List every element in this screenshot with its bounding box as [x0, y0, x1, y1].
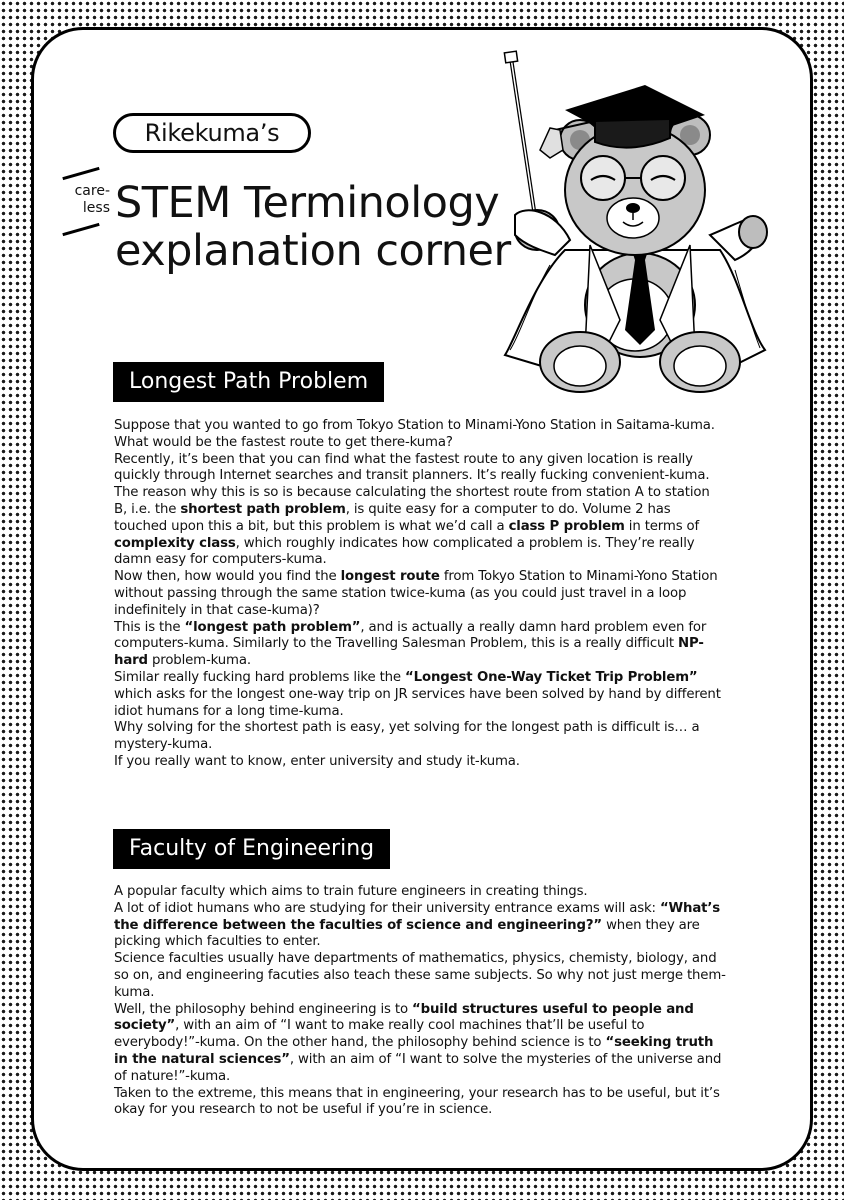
text-run: which asks for the longest one-way trip on JR services have been solved by hand by different idiot humans for a long time-kuma.: [114, 686, 721, 719]
text-run: Science faculties usually have departments of mathematics, physics, chemisty, biology, and so on, and engineering facuties also teach these same subjects. So why not just merge them-kuma.: [114, 951, 726, 1000]
section-body-longest-path: [114, 418, 726, 771]
bold-term: “Longest One-Way Ticket Trip Problem”: [405, 669, 698, 685]
body-paragraph: [114, 485, 726, 569]
bold-term: “What’s the difference between the faculties of science and engineering?”: [114, 900, 721, 933]
page-title-line-1: STEM Terminology: [115, 178, 500, 228]
text-run: Recently, it’s been that you can find what the fastest route to any given location is really quickly through Internet searches and transit planners. It’s really fucking convenient-kuma.: [114, 451, 710, 484]
body-paragraph: [114, 754, 726, 771]
bold-term: shortest path problem: [180, 501, 346, 517]
text-run: A popular faculty which aims to train future engineers in creating things.: [114, 884, 588, 899]
text-run: Now then, how would you find the: [114, 569, 341, 585]
body-paragraph: [114, 901, 726, 951]
page-title-line-2: explanation corner: [115, 226, 511, 276]
body-paragraph: [114, 884, 726, 901]
body-paragraph: [114, 1002, 726, 1086]
series-title-label: Rikekuma’s: [144, 119, 280, 147]
text-run: Similar really fucking hard problems like the: [114, 669, 406, 685]
bold-term: “longest path problem”: [184, 619, 361, 635]
bold-term: “build structures useful to people and society”: [114, 1001, 694, 1034]
text-run: , and is actually a really damn hard problem even for computers-kuma. Similarly to the Travelling Salesman Problem, this is a really difficult: [114, 619, 707, 652]
text-run: problem-kuma.: [147, 653, 251, 669]
body-paragraph: [114, 418, 726, 452]
bold-term: class P problem: [508, 518, 625, 534]
careless-label: [58, 183, 110, 217]
body-paragraph: [114, 569, 726, 619]
text-run: This is the: [114, 619, 185, 635]
text-run: If you really want to know, enter university and study it-kuma.: [114, 753, 520, 769]
text-run: when they are picking which faculties to enter.: [114, 917, 700, 950]
bold-term: longest route: [340, 569, 440, 585]
text-run: in terms of: [624, 518, 700, 534]
text-run: , which roughly indicates how complicated a problem is. They’re really damn easy for computers-kuma.: [114, 535, 695, 568]
text-run: The reason why this is so is because calculating the shortest route from station A to station B, i.e. the: [114, 485, 710, 517]
body-paragraph: [114, 951, 726, 1001]
body-paragraph: [114, 720, 726, 754]
careless-label-bottom: less: [82, 200, 110, 216]
section-heading-faculty-engineering: Faculty of Engineering: [113, 829, 390, 869]
bold-term: NP-hard: [114, 636, 704, 669]
body-paragraph: [114, 620, 726, 670]
text-run: Taken to the extreme, this means that in engineering, your research has to be useful, but it’s okay for you research to not be useful if you’re in science.: [114, 1085, 720, 1118]
bold-term: “seeking truth in the natural sciences”: [114, 1035, 714, 1067]
text-run: Why solving for the shortest path is easy, yet solving for the longest path is difficult is… a mystery-kuma.: [114, 720, 700, 753]
body-paragraph: [114, 670, 726, 720]
text-run: Well, the philosophy behind engineering is to: [114, 1001, 413, 1017]
body-paragraph: [114, 452, 726, 486]
series-title-badge: [113, 113, 311, 153]
text-run: , is quite easy for a computer to do. Volume 2 has touched upon this a bit, but this problem is what we’d call a: [114, 501, 671, 534]
body-paragraph: [114, 1086, 726, 1120]
text-run: from Tokyo Station to Minami-Yono Station without passing through the same station twice-kuma (as you could just travel in a loop indefinitely in that case-kuma)?: [114, 569, 718, 618]
bold-term: complexity class: [114, 535, 236, 551]
text-run: , with an aim of “I want to make really cool machines that’ll be useful to everybody!”-kuma. On the other hand, the philosophy behind science is to: [114, 1018, 645, 1051]
text-run: , with an aim of “I want to solve the mysteries of the universe and of nature!”-kuma.: [114, 1051, 722, 1084]
section-heading-longest-path: Longest Path Problem: [113, 362, 384, 402]
section-body-faculty-engineering: [114, 884, 726, 1119]
graduate-bear-with-pointer-icon: [495, 50, 785, 395]
careless-label-top: care-: [74, 183, 110, 199]
text-run: A lot of idiot humans who are studying for their university entrance exams will ask:: [114, 900, 660, 916]
text-run: Suppose that you wanted to go from Tokyo Station to Minami-Yono Station in Saitama-kuma. What would be the fastest route to get there-kuma?: [114, 418, 715, 450]
